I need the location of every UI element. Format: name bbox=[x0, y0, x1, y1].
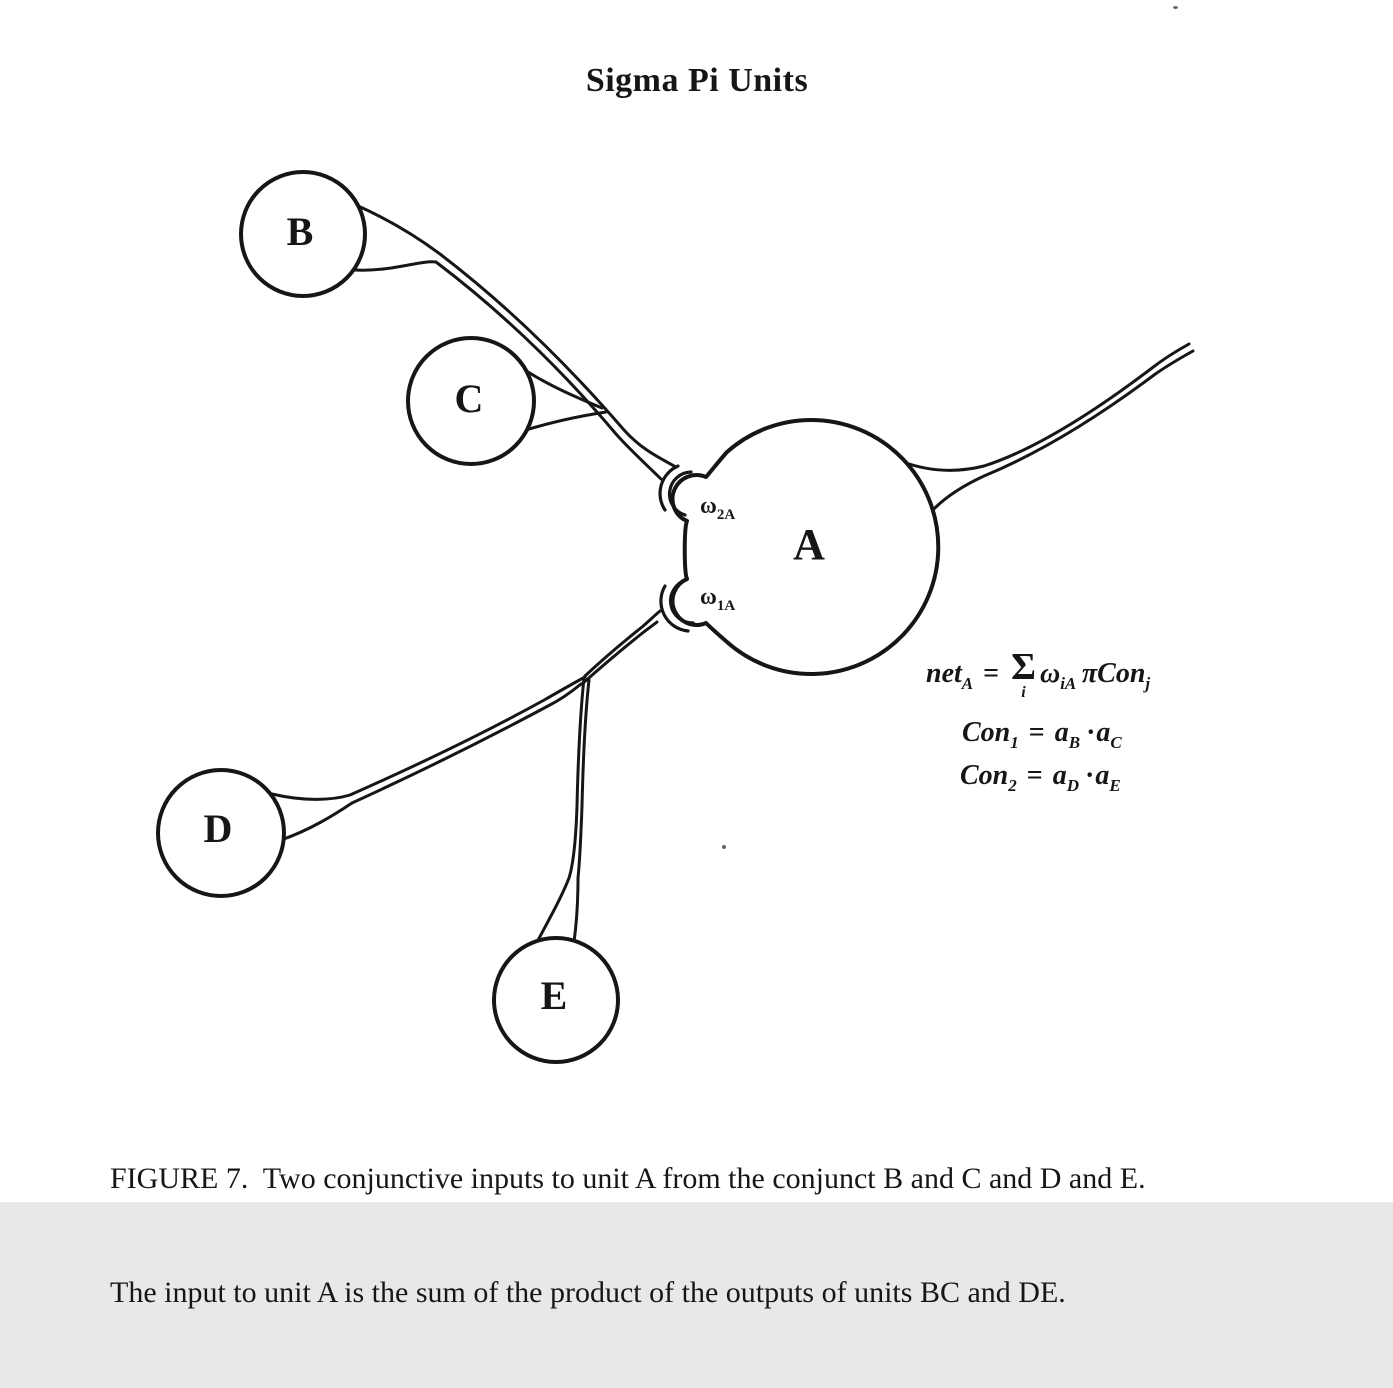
weight-label-w2a bbox=[700, 494, 735, 523]
axon-a-output-upper-line bbox=[903, 344, 1189, 470]
caption-line-1: FIGURE 7. Two conjunctive inputs to unit A from the conjunct B and C and D and E. bbox=[110, 1162, 1146, 1195]
eq-net-rhs: $\omega_{iA}$ πCon$_j$ bbox=[1039, 657, 1151, 693]
weight-label-w1a bbox=[700, 585, 735, 614]
equation-net-input bbox=[926, 646, 1151, 702]
figure-title: Sigma Pi Units bbox=[585, 62, 809, 99]
axon-de-lower-line bbox=[582, 622, 657, 684]
unit-b-label: B bbox=[286, 209, 314, 254]
equation-con1: $Con_1 = a_B \cdot a_C$ bbox=[962, 717, 1122, 752]
unit-e-label: E bbox=[540, 973, 568, 1018]
scan-artifact-dot bbox=[1173, 6, 1178, 9]
equation-con2: $Con_2 = a_D \cdot a_E$ bbox=[960, 760, 1121, 795]
axon-de-upper-line bbox=[585, 611, 660, 676]
figure-caption bbox=[110, 1084, 1330, 1388]
eq-net-lhs: net$_A$ = bbox=[926, 657, 1000, 693]
scan-artifact-dot bbox=[722, 845, 726, 849]
weight-w1a-subscript: 1A bbox=[716, 598, 736, 614]
weight-w1a-symbol: ω bbox=[700, 584, 717, 609]
axon-c-lower-line bbox=[526, 412, 606, 430]
axon-a-output-lower-line bbox=[931, 351, 1193, 512]
caption-line-2: The input to unit A is the sum of the product of the outputs of units BC and DE. bbox=[110, 1276, 1066, 1309]
summation-symbol: Σ i bbox=[1011, 646, 1036, 702]
axon-d-upper-line bbox=[272, 677, 585, 799]
unit-d-label: D bbox=[203, 806, 233, 851]
weight-w2a-symbol: ω bbox=[700, 493, 717, 518]
unit-a-label: A bbox=[793, 520, 825, 569]
axon-d-lower-line bbox=[281, 684, 581, 840]
weight-w2a-subscript: 2A bbox=[716, 507, 736, 523]
unit-c-label: C bbox=[454, 376, 484, 421]
